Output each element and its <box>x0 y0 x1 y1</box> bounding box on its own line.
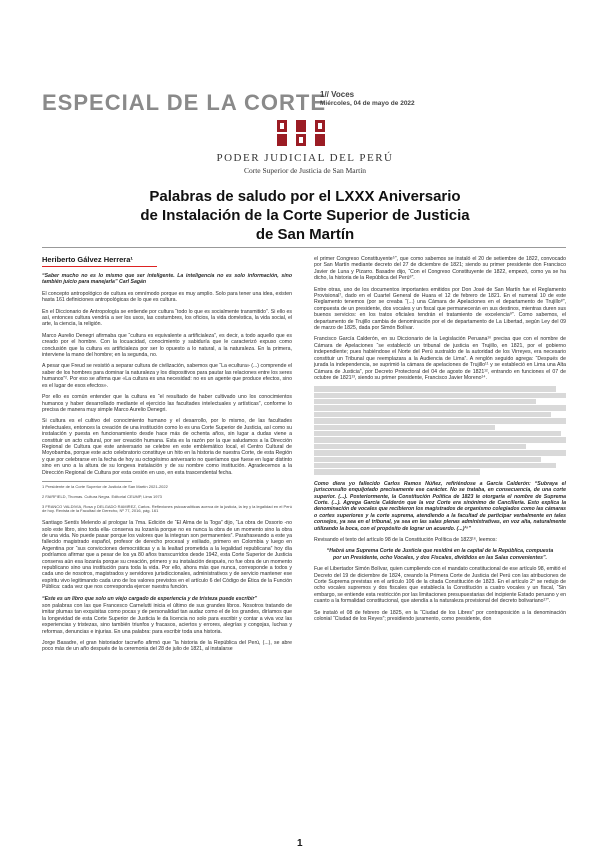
article-right-column <box>314 256 566 628</box>
publication-name: 1// Voces <box>320 90 355 99</box>
paragraph: el primer Congreso Constituyente⁵”, que como sabemos se instaló el 20 de setiembre de 1822, convocado por San Martín mediante decreto del 27 de diciembre de 1821; siendo su primer presidente don Francisco Javier de Luna y Pizarro. Basadre dijo, “Con el Congreso Constituyente de 1822, empezó, como ya se ha dicho, la historia de la República del Perú⁶”. <box>314 256 566 282</box>
page-number: 1 <box>297 838 303 849</box>
footnote: 3 FRANCO VALDIVIA, Rosa y DELGADO RAMIREZ, Carlos. Reflexiones psicoanalíticas acerca de la justicia, la ley y la legalidad en el Perú de hoy. Revista de la Facultad de Derecho, Nº 77, 2016, pág. 161 <box>42 503 292 514</box>
carnelutti-quote: “Este es un libro que solo un viejo cargado de experiencia y de tristeza puede escribir” <box>42 595 258 602</box>
paragraph: A pesar que Freud se resistió a separar cultura de civilización, sabemos que “La ecultura» (...) comprende el saber de los hombres para dominar la naturaleza y los dispositivos para pautar las relaciones entre los seres humanos”². Por eso se afirma que «La cultura es una necesidad: no es un agente que produce efectos, sino es el lugar de esos efectos». <box>42 363 292 389</box>
paragraph: son palabras con las que Francesco Carnelutti inicia el último de sus grandes libros. Nosotros tratando de imitar plumas tan exquisitas como pocas y de personalidad tan audaz como el de los grandes, diríamos que la longevidad de esta Corte Superior de Justicia le da licencia no solo para escribir y contar a viva voz las experiencias y tristezas, sino también triunfos y fracasos, aciertos y errores, alegrías y congojas, luchas y reformas, denuncias e injurias. En una palabra: para escribir toda una historia. <box>42 603 292 635</box>
paragraph: Jorge Basadre, el gran historiador tacneño afirmó que “la historia de la República del Perú, (...), se abre poco más de un año después de la ceremonia del 28 de julio de 1821, al instalarse <box>42 640 292 653</box>
author-underline <box>42 266 157 267</box>
paragraph: Por ello es común entender que la cultura es “el resultado de haber cultivado uno los conocimientos humanos y haber desarrollado mediante el ejercicio las facultades intelectuales y artísticas”, conforme lo precisa de manera muy simple Marco Aurelio Denegri. <box>42 394 292 413</box>
opening-quote: “Saber mucho no es lo mismo que ser inteligente. La inteligencia no es solo información, sino también juicio para manejarla” Carl Sagán <box>42 273 292 286</box>
paragraph: Santiago Sentís Melendo al prologar la 7ma. Edición de “El Alma de la Toga” dijo, “La obra de Ossorio -no solo este libro, sino toda ella- conserva su lozanía porque no es nunca la obra de un momento sino la obra de una vida. No puede pasar porque los valores que la integran son permanentes”. Parafraseando a este ya fallecido magistrado español, profesor de derecho procesal y exiliado, primero en Colombia y luego en Argentina por “sus convicciones democráticas y a la lealtad prometida a la legalidad republicana” hoy día podríamos afirmar que a pesar de los ya 80 años transcurridos desde 1942, esta Corte Superior de Justicia conserva aún esa lozanía porque su creación, primero y su instalación después, no fue obra de un momento republicano sino una institución para toda la vida. Por ello, ahora más que nunca, corresponde a todos y cada uno de nosotros, magistrados y servidores jurisdiccionales, administrativos y de servicio mantener ese espíritu vivo legitimando cada uno de los valores previstos en el artículo 6 del Código de Ética de la Función Pública: cada vez que nos corresponda ejercer nuestra función. <box>42 520 292 591</box>
page-header <box>42 86 562 118</box>
article-author: Heriberto Gálvez Herrera¹ <box>42 255 133 264</box>
institution-name: PODER JUDICIAL DEL PERÚ <box>216 152 394 164</box>
article-left-column <box>42 273 292 658</box>
paragraph: Revisando el texto del artículo 98 de la Constitución Política de 1823¹⁶, leemos: <box>314 537 497 544</box>
court-name: Corte Superior de Justicia de San Martín <box>243 166 367 175</box>
footnote: 2 FAIRFIELD, Thomas. Cultura Negra. Editorial CEUMP, Lima 1973 <box>42 493 162 499</box>
footnote: 1 Presidente de la Corte Superior de Justicia de San Martín 2021-2022 <box>42 483 168 489</box>
paragraph: Entre otras, uno de los documentos importantes emitidos por Don José de San Martín fue el Reglamento Provisional⁷, dado en el Cuartel General de Huara el 12 de febrero de 1821. En el numeral 10 de este Reglamento tenemos (por se creaba “(...) una Cámara de Apelaciones en el departamento de Trujillo⁸”, compuesta de un presidente, dos vocales y un fiscal que permanecerán en sus destinos, mientras duren sus buenos servicios: en los tratos oficiales tendrán el tratamiento de excelencia⁹”. Como sabemos, el departamento de Trujillo cambia de denominación por el de departamento de La Libertad, según Ley del 09 de marzo de 1825, dada por Simón Bolívar. <box>314 286 566 332</box>
paragraph: Se instaló el 08 de febrero de 1825, en la “Ciudad de los Libres” por contraposición a la denominación colonial “Ciudad de los Reyes”; presidiendo juramento, como presidente, don <box>314 609 566 623</box>
footnotes-block <box>314 386 566 474</box>
paragraph: Si cultura es el cultivo del conocimiento humano y el desarrollo, por lo mismo, de las facultades intelectuales, entonces la creación de una institución como lo es una Corte Superior de Justicia, así como su instalación y puesta en funcionamiento desde hace más de ochenta años, sin lugar a dudas viene a constituir un acto cultural, por ser creación humana. Esta es la razón por la que saludamos a la Dirección Regional de Cultura que este aniversario se celebre en este emblemático local, el Centro Cultural de Moyobamba, porque este acto celebratorio constituye un hito en la historia de nuestra Corte, de esta Región y que por celebrarse en la fecha de hoy su octogésimo aniversario no queríamos que fuese en lugar distinto sino en uno a la altura de su longeva instalación y de su nombre como institución. Agradecemos a la Dirección Regional de Cultura por esta cesión en uso, en esta trascendental fecha. <box>42 418 292 476</box>
paragraph: Francisco García Calderón, en su Diccionario de la Legislación Peruana¹⁰ precisa que con el nombre de Cámara de Apelaciones “se estableció un tribunal de justicia en Trujillo, en 1821, por el gobierno independiente; pues habiéndose el Norte del Perú sustraído de la autoridad de los Virreyes, era necesario constituir un Tribunal que reemplazara a la Audiencia de Lima”. A renglón seguido agrega: “Después de jurada la independencia, se suprimió la cámara de apelaciones de Trujillo¹¹ y se estableció en Lima una Alta Cámara de Justicia”, por Decreto Protectoral del 04 de agosto de 1821¹², entrando en funciones el 07 de octubre de 1821¹³, siendo su primer presidente, Francisco Javier Moreno¹⁴. <box>314 336 566 381</box>
article-title: Palabras de saludo por el LXXX Aniversario de Instalación de la Corte Superior de Justicia de San Martín <box>140 188 470 243</box>
constitution-quote: “Habrá una Suprema Corte de Justicia que residirá en la capital de la República, compuesta por un Presidente, ocho Vocales, y dos Fiscales, divididos en las Salas convenientes”. <box>326 548 554 561</box>
paragraph: En el Diccionario de Antropología se entiende por cultura “todo lo que es socialmente transmitido”. Si ello es así, entonces cultura vendría a ser los usos, las costumbres, los oficios, la vida doméstica, la vida social, el arte, la ciencia, la religión. <box>42 308 292 328</box>
paragraph: El concepto antropológico de cultura es omnímodo porque es muy amplio. Solo para tener una idea, existen hasta 161 definiciones antropológicas de lo que es cultura. <box>42 290 292 304</box>
paragraph: Fue el Libertador Simón Bolívar, quien cumpliendo con el mandato constitucional de ese artículo 98, emitió el Decreto del 19 de diciembre de 1824, creando la Primera Corte de Justicia del Perú con las atribuciones de Corte Suprema previstas en el artículo 106 de la citada Constitución de 1823. En el artículo 2° se redujo de ocho vocales supremos y dos fiscales que establecía la Constitución a cuatro vocales y un fiscal, “Sin embargo, se entiende esta restricción por las limitaciones presupuestarias del incipiente Estado peruano y en cuanto a la formalidad constitucional, que atendía a la naturaleza provisional del decreto bolivariano¹⁷”. <box>314 566 566 605</box>
footnote-divider <box>42 481 132 482</box>
paragraph: Marco Aurelio Denegri afirmaba que “cultura es equivalente a artificialeza”, es decir, a todo aquello que es creado por el hombre. Con la locuacidad, conocimiento y sabiduría que le caracterizó expuso como conclusión que la cultura es artificialeza por ser lo opuesto a lo natural, a la naturaleza. En la primera, interviene la mano del hombre; en la segunda, no. <box>42 332 292 359</box>
poder-judicial-logo <box>271 118 331 148</box>
divider <box>42 247 566 248</box>
paragraph: Como diera yo fallecido Carlos Ramos Núñez, refiriéndose a García Calderón: “Subraya el jurisconsulto enquijotado precisamente ese carácter. No se trataba, en consecuencia, de una corte superior. (...). Posteriormente, la Constitución Política de 1823 le otorgaría el nombre de Suprema Corte. (...). Agrega García Calderón que la voz Corte era sinónimo de Cancillería. Esto explica la denominación de vocales que recibieron los magistrados de organismo colegiados como las cámaras o cortes superiores y la corte suprema, atendiendo a la facultad de participar verbalmente en tales consejos, ya sea en el tribunal, ya sea en las salas plenas administrativas, en voz alta, naturalmente utilizando la boca, con el propósito de lograr un acuerdo. (...)¹⁵” <box>314 480 566 532</box>
publication-date: Miércoles, 04 de mayo de 2022 <box>320 100 415 107</box>
section-title: ESPECIAL DE LA CORTE <box>42 90 327 115</box>
